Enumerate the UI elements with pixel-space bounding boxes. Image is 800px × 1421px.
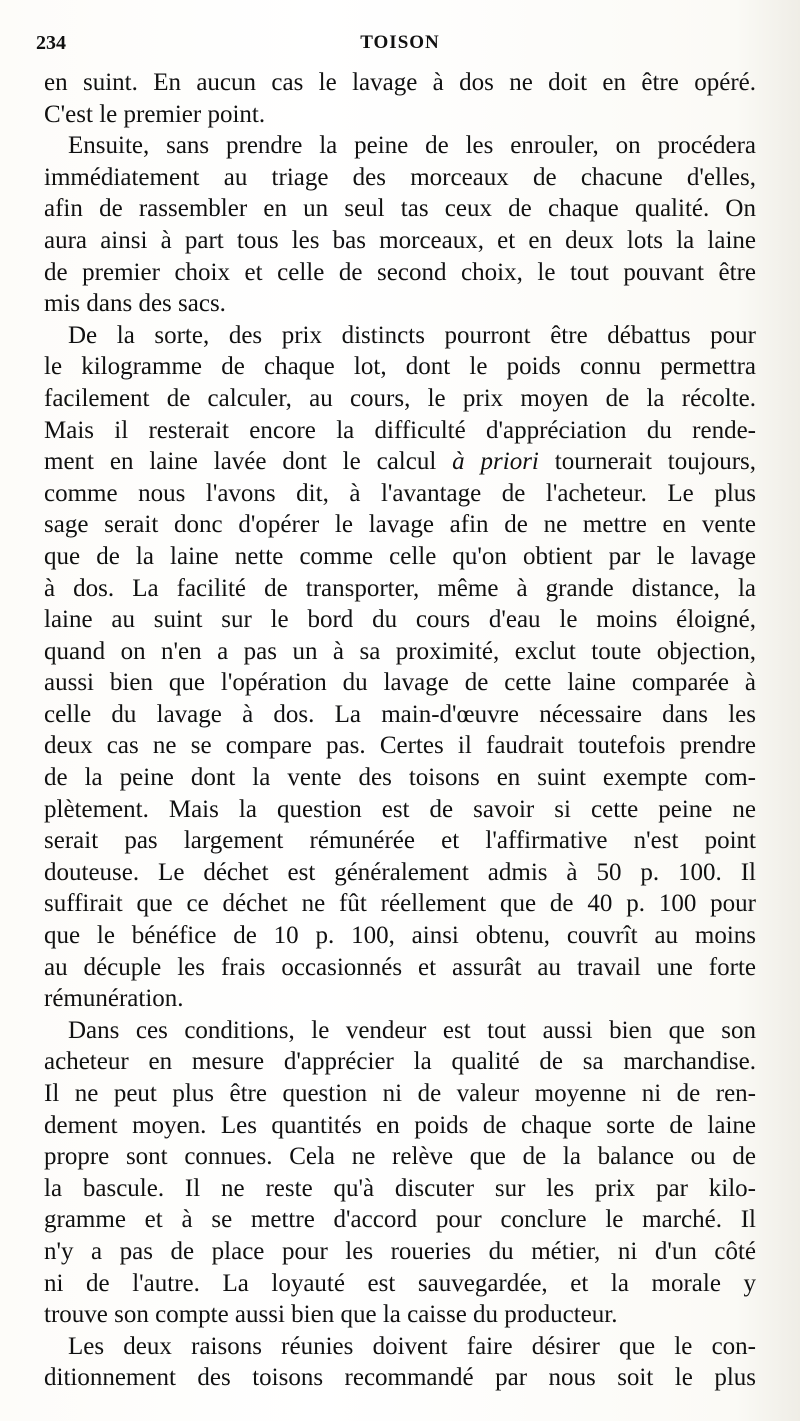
italic-fragment: à priori xyxy=(452,448,539,476)
text-line: Ensuite, sans prendre la peine de les enrouler, on procédera xyxy=(68,132,756,160)
text-fragment: ment en laine lavée dont le calcul xyxy=(44,448,437,476)
text-line: C'est le premier point. xyxy=(44,100,266,128)
running-title: TOISON xyxy=(360,32,440,53)
text-line: laine au suint sur le bord du cours d'eau le moins éloigné, xyxy=(44,606,756,634)
text-line: que de la laine nette comme celle qu'on obtient par le lavage xyxy=(44,542,756,570)
text-line: gramme et à se mettre d'accord pour conclure le marché. Il xyxy=(44,1206,756,1234)
text-line: serait pas largement rémunérée et l'affirmative n'est point xyxy=(44,827,756,855)
text-line: afin de rassembler en un seul tas ceux de chaque qualité. On xyxy=(44,195,756,223)
text-line: le kilogramme de chaque lot, dont le poids connu permettra xyxy=(44,353,756,381)
text-line: deux cas ne se compare pas. Certes il faudrait toutefois prendre xyxy=(44,732,756,760)
text-line: dement moyen. Les quantités en poids de chaque sorte de laine xyxy=(44,1111,756,1139)
text-line: acheteur en mesure d'apprécier la qualité de sa marchandise. xyxy=(44,1048,756,1076)
page-header xyxy=(36,32,764,58)
text-line: sage serait donc d'opérer le lavage afin de ne mettre en vente xyxy=(44,511,756,539)
text-line: aura ainsi à part tous les bas morceaux, et en deux lots la laine xyxy=(44,226,756,254)
text-line: plètement. Mais la question est de savoir si cette peine ne xyxy=(44,795,756,823)
text-line: à dos. La facilité de transporter, même à grande distance, la xyxy=(44,574,756,602)
text-fragment: tournerait toujours, xyxy=(554,448,756,476)
text-line: Mais il resterait encore la difficulté d'appréciation du rende- xyxy=(44,416,756,444)
text-line-with-italic xyxy=(44,446,756,478)
text-line: Il ne peut plus être question ni de valeur moyenne ni de ren- xyxy=(44,1080,756,1107)
text-line: quand on n'en a pas un à sa proximité, exclut toute objection, xyxy=(44,637,756,665)
text-line: rémunération. xyxy=(44,985,184,1013)
text-line: aussi bien que l'opération du lavage de cette laine comparée à xyxy=(44,669,756,697)
text-line: propre sont connues. Cela ne relève que de la balance ou de xyxy=(44,1143,756,1171)
text-line: au décuple les frais occasionnés et assurât au travail une forte xyxy=(44,953,756,981)
text-line: la bascule. Il ne reste qu'à discuter sur les prix par kilo- xyxy=(44,1174,756,1202)
text-line: celle du lavage à dos. La main-d'œuvre nécessaire dans les xyxy=(44,700,756,728)
text-line: Les deux raisons réunies doivent faire désirer que le con- xyxy=(68,1332,756,1360)
text-line: immédiatement au triage des morceaux de chacune d'elles, xyxy=(44,163,756,191)
text-line: douteuse. Le déchet est généralement admis à 50 p. 100. Il xyxy=(44,858,756,886)
text-line: en suint. En aucun cas le lavage à dos ne doit en être opéré. xyxy=(44,69,756,96)
text-line: ni de l'autre. La loyauté est sauvegardée, et la morale y xyxy=(44,1269,756,1297)
text-line: ditionnement des toisons recommandé par nous soit le plus xyxy=(44,1364,756,1392)
page-number: 234 xyxy=(36,32,66,54)
text-line: De la sorte, des prix distincts pourront être débattus pour xyxy=(68,321,756,349)
text-line: que le bénéfice de 10 p. 100, ainsi obtenu, couvrît au moins xyxy=(44,922,756,950)
text-line: facilement de calculer, au cours, le prix moyen de la récolte. xyxy=(44,384,756,412)
text-line: mis dans des sacs. xyxy=(44,290,226,318)
body-text xyxy=(44,67,756,1394)
text-line: de la peine dont la vente des toisons en suint exempte com- xyxy=(44,764,756,792)
text-line: trouve son compte aussi bien que la caisse du producteur. xyxy=(44,1301,618,1329)
text-line: de premier choix et celle de second choix, le tout pouvant être xyxy=(44,258,756,286)
text-line: suffirait que ce déchet ne fût réellement que de 40 p. 100 pour xyxy=(44,890,756,918)
text-line: n'y a pas de place pour les roueries du métier, ni d'un côté xyxy=(44,1237,756,1265)
text-line: comme nous l'avons dit, à l'avantage de l'acheteur. Le plus xyxy=(44,479,756,507)
text-line: Dans ces conditions, le vendeur est tout aussi bien que son xyxy=(68,1016,756,1044)
